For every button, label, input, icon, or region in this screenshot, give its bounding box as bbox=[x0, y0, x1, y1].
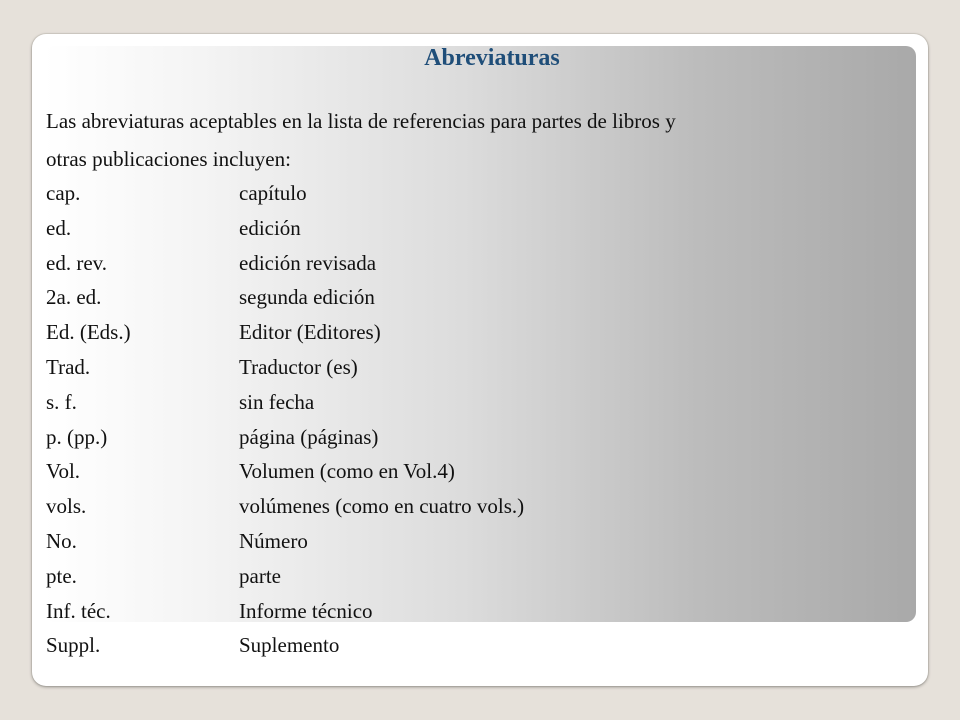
abbreviation-row bbox=[46, 211, 906, 246]
abbreviation: Vol. bbox=[46, 459, 81, 484]
abbreviation-row bbox=[46, 489, 906, 524]
abbreviation-row bbox=[46, 559, 906, 594]
abbreviation-meaning: página (páginas) bbox=[239, 424, 379, 449]
abbreviation-row bbox=[46, 524, 906, 559]
abbreviation: p. (pp.) bbox=[46, 424, 108, 449]
abbreviation: Inf. téc. bbox=[46, 598, 111, 623]
abbreviation-meaning: Editor (Editores) bbox=[239, 320, 381, 345]
abbreviation-row bbox=[46, 385, 906, 420]
abbreviation: ed. bbox=[46, 215, 72, 240]
abbreviation-row bbox=[46, 280, 906, 315]
abbreviation-meaning: edición revisada bbox=[239, 250, 377, 275]
abbreviation: ed. rev. bbox=[46, 250, 108, 275]
abbreviation: pte. bbox=[46, 563, 77, 588]
abbreviation-meaning: sin fecha bbox=[239, 389, 315, 414]
abbreviation: 2a. ed. bbox=[46, 285, 102, 310]
abbreviation-meaning: Número bbox=[239, 528, 308, 553]
abbreviation-row bbox=[46, 350, 906, 385]
abbreviation: Trad. bbox=[46, 354, 91, 379]
abbreviation: Suppl. bbox=[46, 633, 101, 658]
abbreviation: No. bbox=[46, 528, 77, 553]
abbreviation-row bbox=[46, 315, 906, 350]
abbreviation-meaning: volúmenes (como en cuatro vols.) bbox=[239, 494, 525, 519]
abbreviation: cap. bbox=[46, 181, 81, 205]
abbreviation-meaning: parte bbox=[239, 563, 281, 588]
abbreviation-row bbox=[46, 176, 906, 211]
abbreviation-meaning: Informe técnico bbox=[239, 598, 373, 623]
abbreviation-row bbox=[46, 454, 906, 489]
abbreviation-row bbox=[46, 246, 906, 281]
abbreviation-meaning: segunda edición bbox=[239, 285, 375, 310]
intro-line-2: otras publicaciones incluyen: bbox=[46, 147, 291, 171]
abbreviation-row bbox=[46, 628, 906, 663]
abbreviation-meaning: capítulo bbox=[239, 181, 307, 205]
abbreviation: s. f. bbox=[46, 389, 77, 414]
abbreviation: Ed. (Eds.) bbox=[46, 320, 131, 345]
abbreviation-meaning: Traductor (es) bbox=[239, 354, 358, 379]
abbreviation-list bbox=[46, 176, 906, 663]
intro-line-1: Las abreviaturas aceptables en la lista de referencias para partes de libros y bbox=[46, 109, 676, 133]
slide-title: Abreviaturas bbox=[424, 45, 560, 71]
abbreviation-row bbox=[46, 594, 906, 629]
abbreviation-meaning: edición bbox=[239, 215, 301, 240]
intro-paragraph bbox=[46, 102, 946, 178]
abbreviation: vols. bbox=[46, 494, 87, 519]
abbreviation-row bbox=[46, 420, 906, 455]
abbreviation-meaning: Volumen (como en Vol.4) bbox=[239, 459, 455, 484]
abbreviation-meaning: Suplemento bbox=[239, 633, 340, 658]
